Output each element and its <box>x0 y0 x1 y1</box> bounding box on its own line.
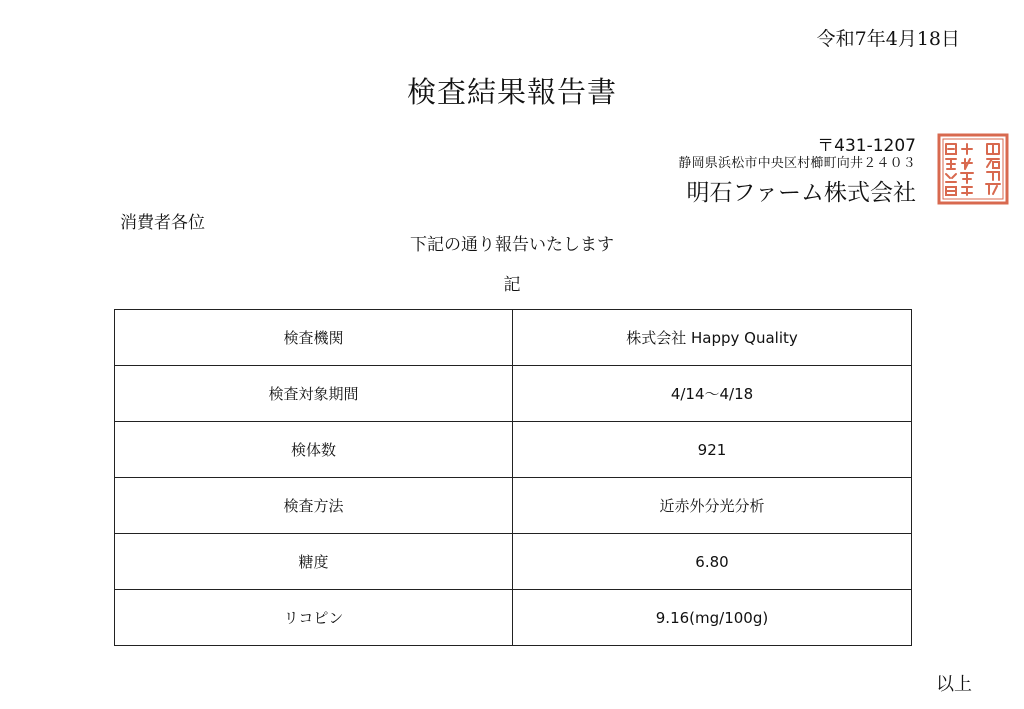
row-value: 921 <box>513 422 912 478</box>
table-row <box>115 478 912 534</box>
row-label: 検査方法 <box>115 478 513 534</box>
addressee: 消費者各位 <box>120 213 205 233</box>
postal-code: 〒431-1207 <box>817 136 916 156</box>
table-row <box>115 366 912 422</box>
document-title: 検査結果報告書 <box>406 75 617 109</box>
ki-marker: 記 <box>503 275 521 295</box>
row-label: 検査対象期間 <box>115 366 513 422</box>
row-label: 検査機関 <box>115 310 513 366</box>
row-value: 6.80 <box>513 534 912 590</box>
table-row <box>115 590 912 646</box>
sender-company: 明石ファーム株式会社 <box>686 180 916 206</box>
table-row <box>115 534 912 590</box>
company-seal-stamp <box>937 133 1009 205</box>
report-date: 令和7年4月18日 <box>816 28 960 50</box>
seal-stamp-icon <box>937 133 1009 205</box>
closing-mark: 以上 <box>936 674 972 695</box>
row-value: 9.16(mg/100g) <box>513 590 912 646</box>
row-label: 検体数 <box>115 422 513 478</box>
inspection-results-table <box>114 309 912 646</box>
table-row <box>115 422 912 478</box>
sender-address: 静岡県浜松市中央区村櫛町向井２４０３ <box>678 156 916 171</box>
row-label: 糖度 <box>115 534 513 590</box>
table-row <box>115 310 912 366</box>
row-value: 4/14～4/18 <box>513 366 912 422</box>
row-label: リコピン <box>115 590 513 646</box>
row-value: 株式会社 Happy Quality <box>513 310 912 366</box>
row-value: 近赤外分光分析 <box>513 478 912 534</box>
report-statement: 下記の通り報告いたします <box>410 235 614 255</box>
